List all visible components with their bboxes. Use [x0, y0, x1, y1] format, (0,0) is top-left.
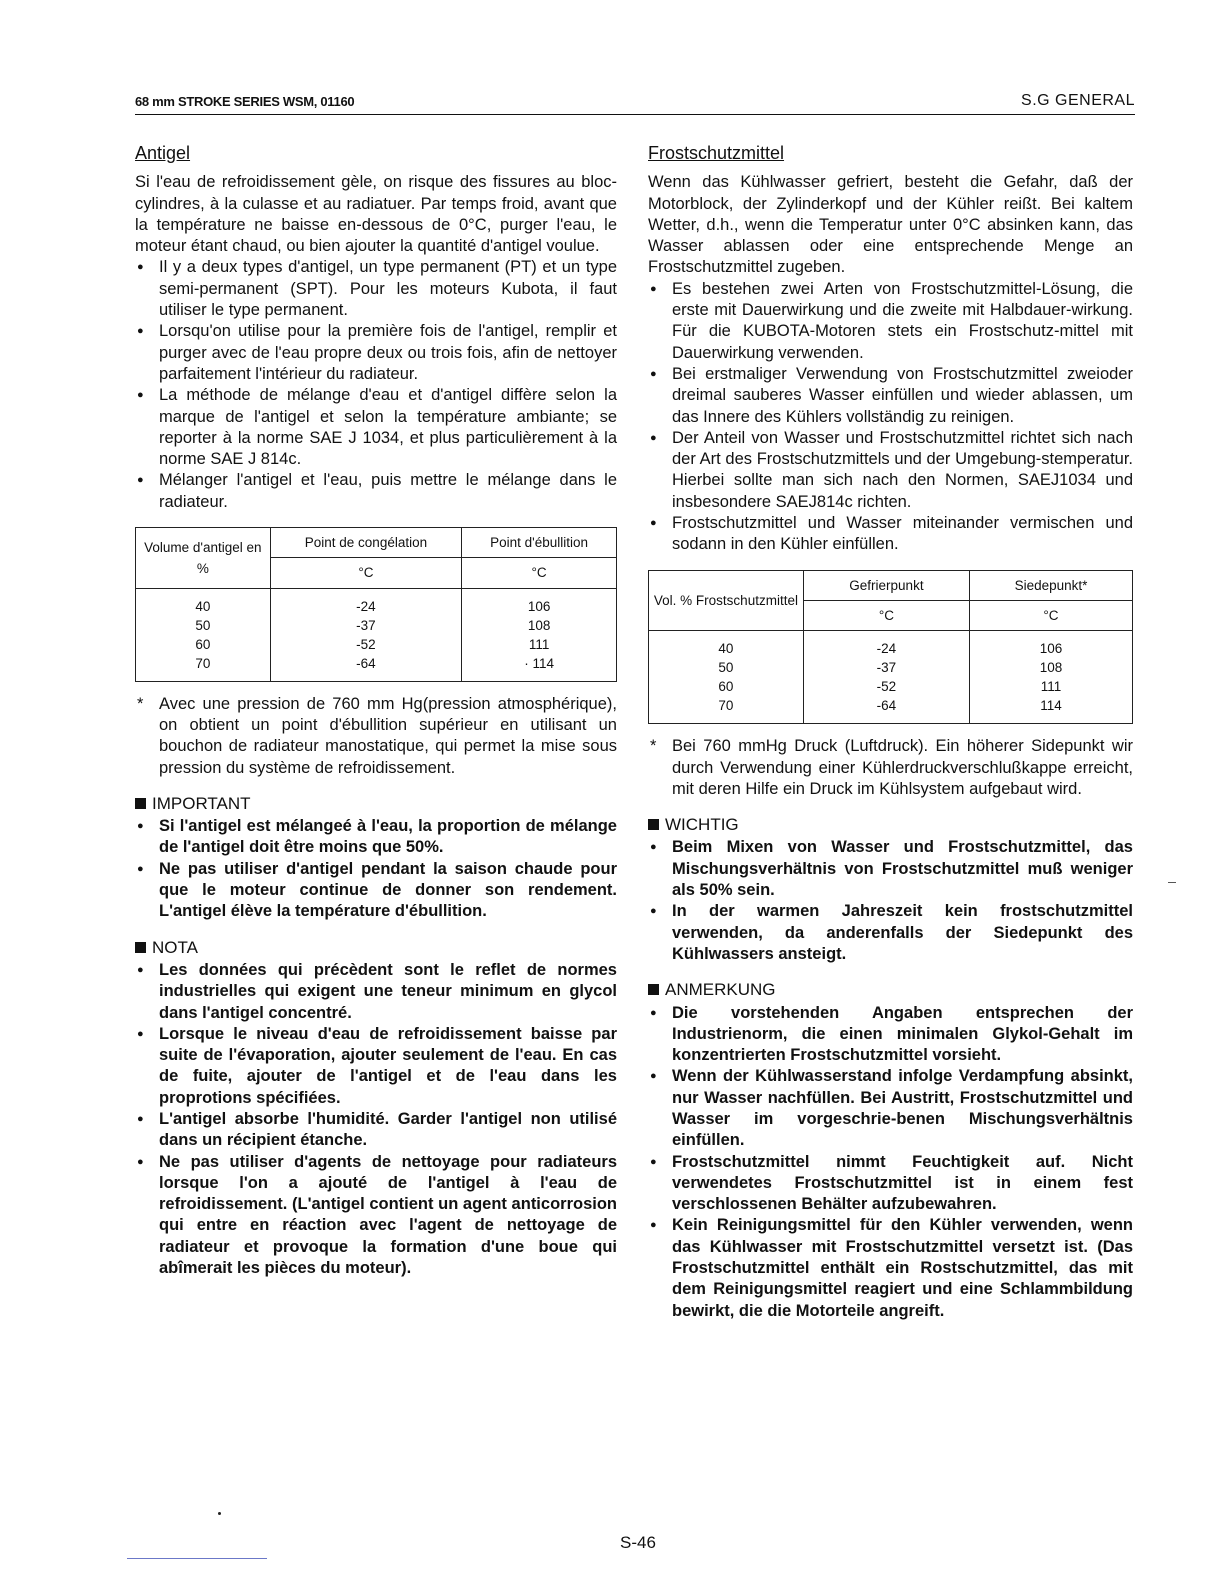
- table-header-freezing: Gefrierpunkt: [803, 570, 969, 600]
- square-bullet-icon: [135, 798, 146, 809]
- table-unit-freezing: °C: [270, 558, 462, 588]
- list-item: ● Ne pas utiliser d'agents de nettoyage pour radiateurs lorsque l'on a ajouté de l'antigel à l'eau de refroidissement. (L'antigel contient un agent anticorrosion qui entre en réaction avec l'agent de nettoyage de radiateur et provoque la formation d'une boue qui abîmerait les pièces du moteur).: [135, 1152, 617, 1280]
- french-important-heading: [135, 793, 617, 814]
- table-unit-boiling: °C: [462, 558, 617, 588]
- french-intro: Si l'eau de refroidissement gèle, on risque des fissures au bloc-cylindres, à la culasse et au radiatuer. Par temps froid, avant que la température ne baisse en-dessous de 0°C, purger l'eau, le moteur étant chaud, ou bien ajouter la quantité d'antigel voulue.: [135, 173, 617, 256]
- footnote-mark: *: [137, 694, 144, 713]
- french-important-list: [135, 816, 617, 922]
- list-item: ● Frostschutzmittel und Wasser miteinander vermischen und sodann in den Kühler einfüllen.: [648, 513, 1133, 556]
- german-footnote: [648, 736, 1133, 800]
- german-nota-list: [648, 1003, 1133, 1322]
- scan-dot: [218, 1512, 221, 1515]
- section-label: IMPORTANT: [152, 793, 251, 813]
- page-number: S-46: [620, 1533, 656, 1552]
- list-item: ● Kein Reinigungsmittel für den Kühler verwenden, wenn das Kühlwasser mit Frostschutzmittel versetzt ist. (Das Frostschutzmittel enthält ein Rostschutzmittel, das mit dem Reinigungsmittel reagiert und eine Schlammbildung bewirkt, die die Motorteile angreift.: [648, 1215, 1133, 1321]
- table-cell-freezing: -24 -37 -52 -64: [803, 631, 969, 724]
- list-item: ● Es bestehen zwei Arten von Frostschutzmittel-Lösung, die erste mit Dauerwirkung und die zweite mit Halbdauer-wirkung. Für die KUBOTA-Motoren stets ein Frostschutz-mittel mit Dauerwirkung verwenden.: [648, 279, 1133, 364]
- list-item: ● Wenn der Kühlwasserstand infolge Verdampfung absinkt, nur Wasser nachfüllen. Bei Austritt, Frostschutzmittel und Wasser im vorgeschrie-benen Mischungsverhältnis einfüllen.: [648, 1066, 1133, 1151]
- table-cell-freezing: -24 -37 -52 -64: [270, 588, 462, 681]
- margin-mark: [1168, 882, 1176, 883]
- square-bullet-icon: [648, 984, 659, 995]
- table-header-volume: Volume d'antigel en %: [136, 528, 271, 589]
- section-label: ANMERKUNG: [665, 980, 776, 1000]
- list-item: ● Mélanger l'antigel et l'eau, puis mettre le mélange dans le radiateur.: [135, 470, 617, 513]
- table-unit-boiling: °C: [969, 600, 1132, 630]
- table-cell-volume: 40 50 60 70: [136, 588, 271, 681]
- footer-rule: [127, 1558, 267, 1559]
- list-item: ● La méthode de mélange d'eau et d'antigel diffère selon la marque de l'antigel et selon la température ambiante; se reporter à la norme SAE J 1034, et plus particulièrement à la norme SAE J 814c.: [135, 385, 617, 470]
- table-unit-freezing: °C: [803, 600, 969, 630]
- german-intro: Wenn das Kühlwasser gefriert, besteht die Gefahr, daß der Motorblock, der Zylinderkopf und der Kühler reißt. Bei kaltem Wetter, d.h., wenn die Temperatur unter 0°C absinken kann, das Wasser ablassen oder eine entsprechende Menge an Frostschutzmittel zugeben.: [648, 173, 1133, 277]
- table-header-boiling: Siedepunkt*: [969, 570, 1132, 600]
- list-item: ● Ne pas utiliser d'antigel pendant la saison chaude pour que le moteur continue de donner son rendement. L'antigel élève la température d'ébullition.: [135, 859, 617, 923]
- list-item: ● Der Anteil von Wasser und Frostschutzmittel richtet sich nach der Art des Frostschutzmittels und der Umgebung-stemperatur. Hierbei sollte man sich nach den Normen, SAEJ1034 und insbesondere SAEJ814c richten.: [648, 428, 1133, 513]
- german-nota-heading: [648, 979, 1133, 1000]
- german-title: Frostschutzmittel: [648, 143, 785, 163]
- list-item: ● Si l'antigel est mélangeé à l'eau, la proportion de mélange de l'antigel doit être moins que 50%.: [135, 816, 617, 859]
- header-section: S.G GENERAL: [1021, 92, 1135, 109]
- header-series: 68 mm STROKE SERIES WSM, 01160: [135, 94, 355, 109]
- square-bullet-icon: [648, 819, 659, 830]
- list-item: ● Lorsque le niveau d'eau de refroidissement baisse par suite de l'évaporation, ajouter seulement de l'eau. En cas de fuite, ajouter de l'antigel et de l'eau dans les proprotions spécifiées.: [135, 1024, 617, 1109]
- list-item: ● Lorsqu'on utilise pour la première fois de l'antigel, remplir et purger avec de l'eau propre deux ou trois fois, afin de nettoyer parfaitement l'intérieur du radiateur.: [135, 321, 617, 385]
- table-header-volume: Vol. % Frostschutzmittel: [649, 570, 804, 631]
- footnote-text: Avec une pression de 760 mm Hg(pression atmosphérique), on obtient un point d'ébullition supérieur en utilisant un bouchon de radiateur manostatique, qui permet la mise sous pression du système de refroidissement.: [159, 694, 617, 777]
- list-item: ● Beim Mixen von Wasser und Frostschutzmittel, das Mischungsverhältnis von Frostschutzmittel muß weniger als 50% sein.: [648, 837, 1133, 901]
- list-item: ● Il y a deux types d'antigel, un type permanent (PT) et un type semi-permanent (SPT). Pour les moteurs Kubota, il faut utiliser le type permanent.: [135, 257, 617, 321]
- list-item: ● Les données qui précèdent sont le reflet de normes industrielles qui exigent une teneur minimum en glycol dans l'antigel concentré.: [135, 960, 617, 1024]
- list-item: ● In der warmen Jahreszeit kein frostschutzmittel verwenden, da anderenfalls der Siedepunkt des Kühlwassers ansteigt.: [648, 901, 1133, 965]
- section-label: NOTA: [152, 937, 198, 957]
- german-column: [648, 143, 1133, 1322]
- table-cell-boiling: 106 108 111 · 114: [462, 588, 617, 681]
- german-antifreeze-table: [648, 570, 1133, 725]
- french-title: Antigel: [135, 143, 191, 163]
- german-bullets: [648, 279, 1133, 556]
- table-cell-boiling: 106 108 111 114: [969, 631, 1132, 724]
- footnote-text: Bei 760 mmHg Druck (Luftdruck). Ein höherer Sidepunkt wir durch Verwendung einer Kühlerdruckverschlußkappe erreicht, mit deren Hilfe ein Druck im Kühlsystem aufgebaut wird.: [672, 737, 1133, 798]
- french-column: [135, 143, 617, 1279]
- french-footnote: [135, 694, 617, 779]
- list-item: ● Bei erstmaliger Verwendung von Frostschutzmittel zweioder dreimal sauberes Wasser einfüllen und wieder ablassen, um das Innere des Kühlers vollständig zu reinigen.: [648, 364, 1133, 428]
- table-cell-volume: 40 50 60 70: [649, 631, 804, 724]
- german-important-heading: [648, 814, 1133, 835]
- french-nota-list: [135, 960, 617, 1279]
- german-important-list: [648, 837, 1133, 965]
- table-header-boiling: Point d'ébullition: [462, 528, 617, 558]
- french-nota-heading: [135, 937, 617, 958]
- table-header-freezing: Point de congélation: [270, 528, 462, 558]
- page-header: [135, 92, 1135, 115]
- list-item: ● L'antigel absorbe l'humidité. Garder l'antigel non utilisé dans un récipient étanche.: [135, 1109, 617, 1152]
- list-item: ● Frostschutzmittel nimmt Feuchtigkeit auf. Nicht verwendetes Frostschutzmittel ist in einem fest verschlossenen Behälter aufzubewahren.: [648, 1152, 1133, 1216]
- french-antifreeze-table: [135, 527, 617, 682]
- list-item: ● Die vorstehenden Angaben entsprechen der Industrienorm, die einen minimalen Glykol-Gehalt im konzentrierten Frostschutzmittel vorsieht.: [648, 1003, 1133, 1067]
- french-bullets: [135, 257, 617, 513]
- square-bullet-icon: [135, 942, 146, 953]
- footnote-mark: *: [650, 737, 657, 756]
- section-label: WICHTIG: [665, 815, 739, 835]
